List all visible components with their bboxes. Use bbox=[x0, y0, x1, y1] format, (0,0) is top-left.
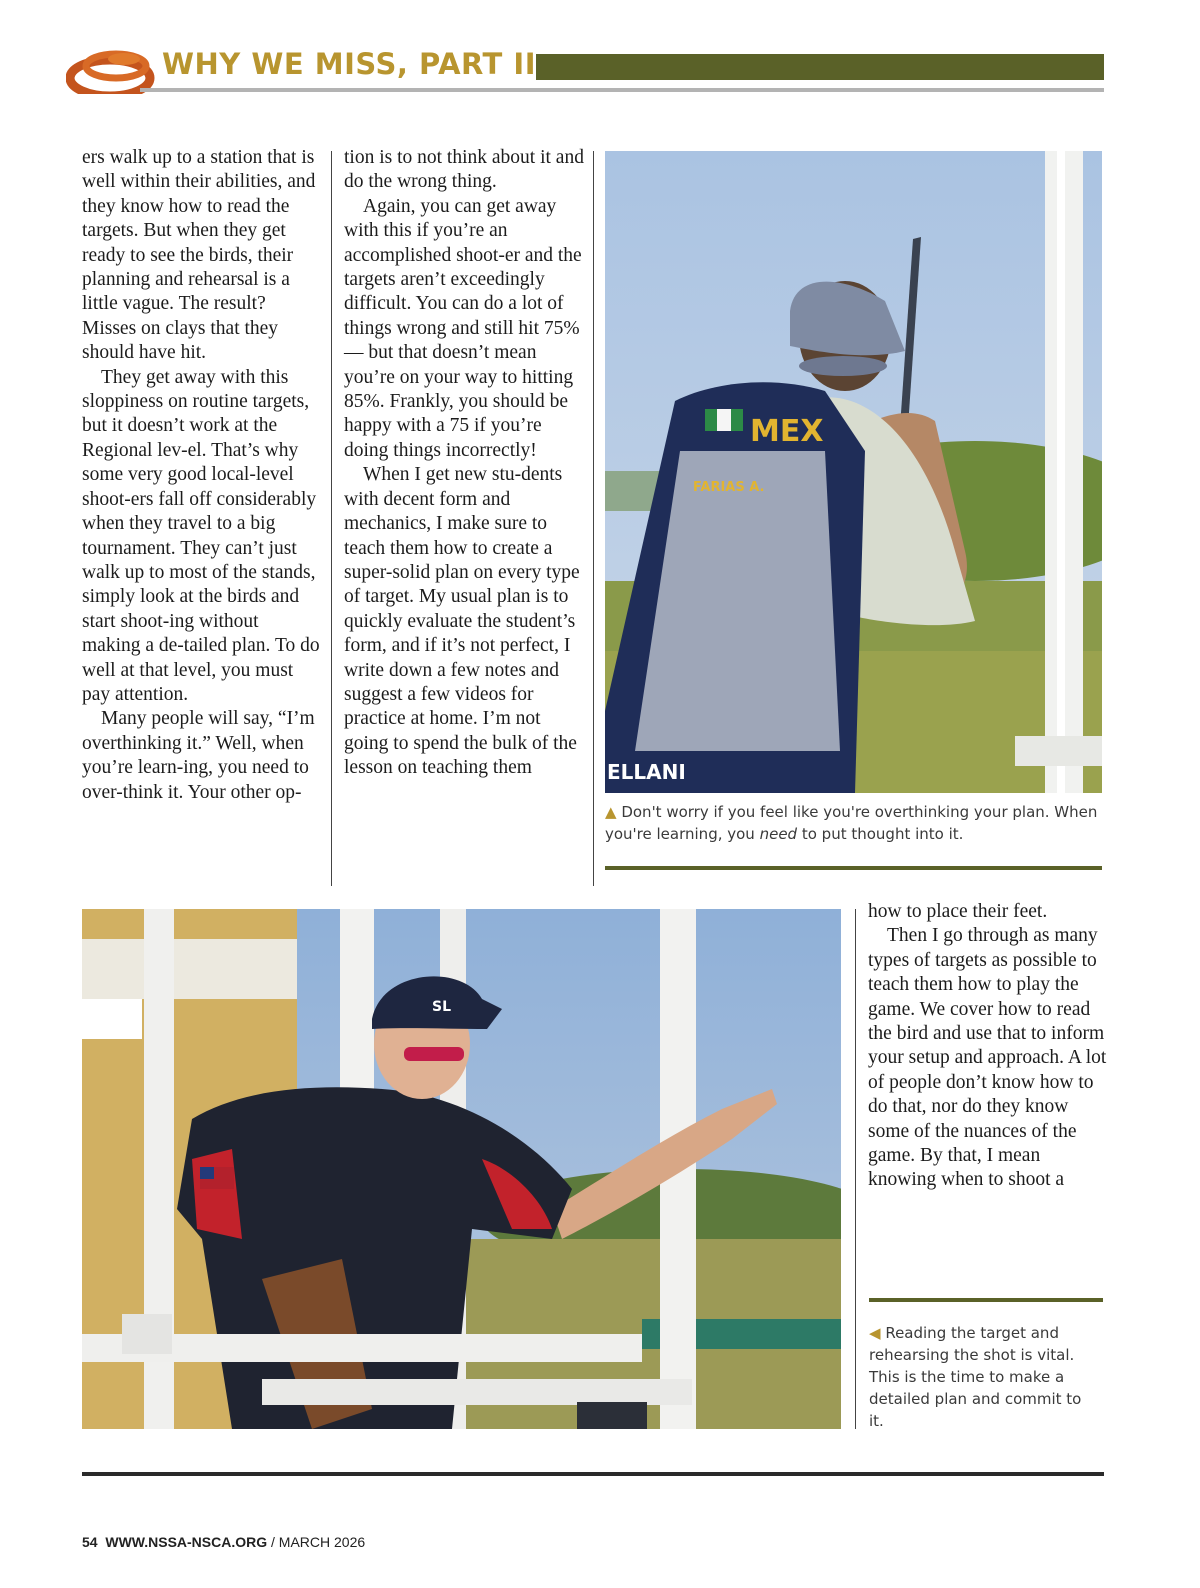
column-divider bbox=[855, 909, 856, 1429]
footer-url-link[interactable]: WWW.NSSA-NSCA.ORG bbox=[105, 1534, 268, 1550]
photo-shooter-pointing bbox=[82, 909, 841, 1429]
caption-up-arrow-icon: ▲ bbox=[605, 803, 617, 821]
paragraph: ers walk up to a station that is well within their abilities, and they know how to read the targets. But when they get ready to see the birds, their planning and rehearsal is a little vague. The result? Misses on clays that they should have hit. bbox=[82, 147, 316, 364]
paragraph: They get away with this sloppiness on routine targets, but it doesn’t work at the Regional lev-el. That’s why some very good local-level shoot-ers fall off considerably when they travel to a big tournament. They can’t just walk up to most of the stands, simply look at the birds and start shoot-ing without making a de-tailed plan. To do well at that level, you must pay attention. bbox=[82, 366, 320, 705]
photo-shooter-mex-vest bbox=[605, 151, 1102, 793]
vest-brand-text: ELLANI bbox=[607, 760, 686, 784]
caption-text: Don't worry if you feel like you're overthinking your plan. When you're learning, you bbox=[605, 803, 1098, 843]
column-divider bbox=[593, 151, 594, 886]
paragraph: tion is to not think about it and do the wrong thing. bbox=[344, 147, 584, 193]
caption-text: Reading the target and rehearsing the shot is vital. This is the time to make a detailed plan and commit to it. bbox=[869, 1324, 1082, 1430]
caption-rule bbox=[605, 866, 1102, 870]
caption-emphasis: need bbox=[759, 825, 798, 843]
footer-rule bbox=[82, 1472, 1104, 1476]
caption-text: to put thought into it. bbox=[797, 825, 964, 843]
caption-left-arrow-icon: ◀ bbox=[869, 1324, 881, 1342]
caption-rule bbox=[869, 1298, 1103, 1302]
section-title: WHY WE MISS, PART II bbox=[162, 47, 537, 81]
footer-separator: / bbox=[267, 1534, 279, 1550]
article-column-2 bbox=[344, 146, 584, 781]
paragraph: how to place their feet. bbox=[868, 901, 1048, 922]
photo-caption-1 bbox=[605, 801, 1105, 845]
paragraph: Then I go through as many types of targets as possible to teach them how to play the game. We cover how to read the bird and use that to inform your setup and approach. A lot of people don’t know how to do that, nor do they know some of the nuances of the game. By that, I mean knowing when to shoot a bbox=[868, 925, 1107, 1191]
vest-name-text: FARIAS A. bbox=[693, 480, 765, 495]
paragraph: Many people will say, “I’m overthinking it.” Well, when you’re learn-ing, you need to over-think it. Your other op- bbox=[82, 708, 315, 803]
header-bar bbox=[536, 54, 1104, 80]
header-rule bbox=[140, 88, 1104, 92]
paragraph: Again, you can get away with this if you’re an accomplished shoot-er and the targets aren’t exceedingly difficult. You can do a lot of things wrong and still hit 75% — but that doesn’t mean you’re on your way to hitting 85%. Frankly, you should be happy with a 75 if you’re doing things incorrectly! bbox=[344, 195, 582, 461]
clay-target-logo-icon bbox=[66, 42, 158, 102]
page-number: 54 bbox=[82, 1534, 98, 1550]
article-column-1 bbox=[82, 146, 320, 805]
page-footer bbox=[82, 1534, 365, 1550]
column-divider bbox=[331, 151, 332, 886]
cap-logo-text: SL bbox=[432, 999, 452, 1015]
footer-issue: MARCH 2026 bbox=[278, 1534, 366, 1550]
paragraph: When I get new stu-dents with decent form and mechanics, I make sure to teach them how to create a super-solid plan on every type of target. My usual plan is to quickly evaluate the student’s form, and if it’s not perfect, I write down a few notes and suggest a few videos for practice at home. I’m not going to spend the bulk of the lesson on teaching them bbox=[344, 464, 580, 779]
vest-country-text: MEX bbox=[750, 414, 824, 449]
article-column-3 bbox=[868, 900, 1108, 1193]
photo-caption-2 bbox=[869, 1322, 1099, 1432]
